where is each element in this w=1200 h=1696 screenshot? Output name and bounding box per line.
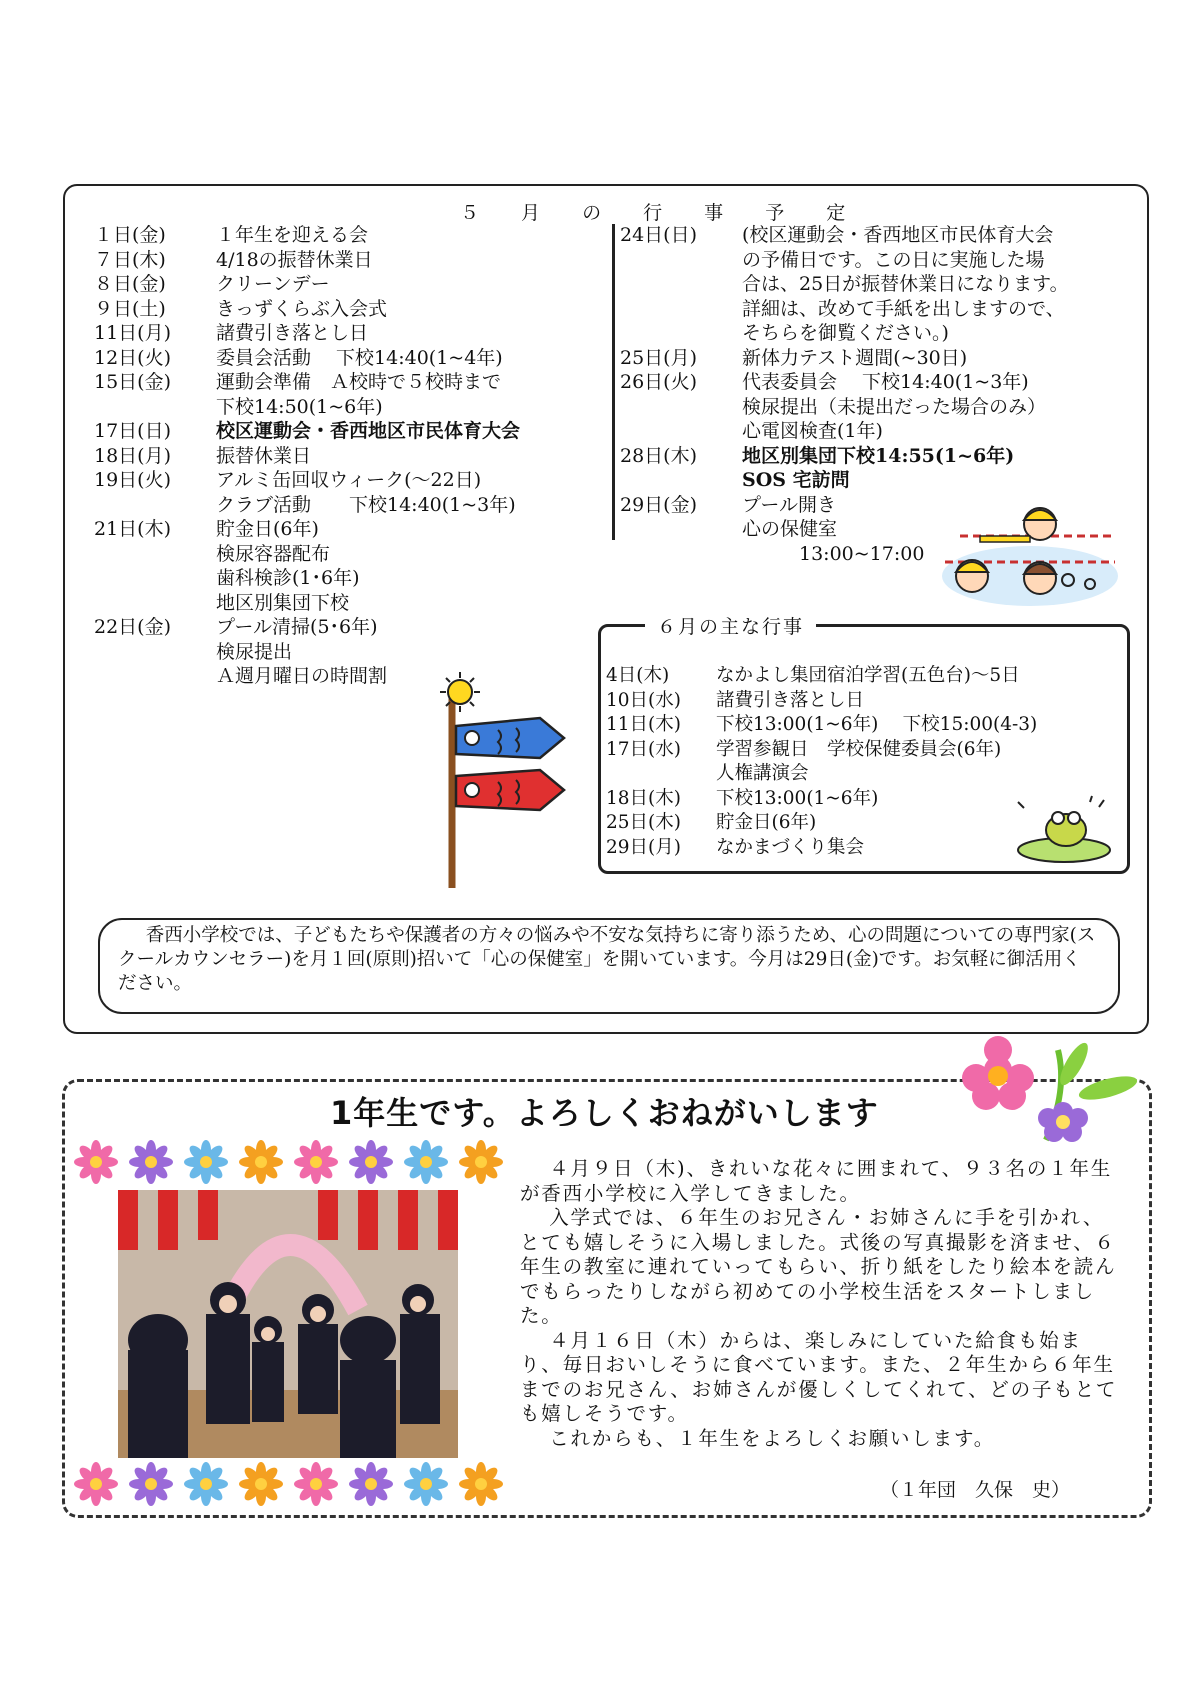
- event-text: 下校14:50(1~6年): [216, 395, 383, 418]
- event-date: 29日(金): [620, 493, 698, 516]
- koinobori-illustration: [428, 664, 588, 894]
- flower-decoration-top-right: [958, 1030, 1158, 1150]
- entrance-ceremony-photo: [118, 1190, 458, 1458]
- event-text: 詳細は、改めて手紙を出しますので、: [742, 297, 1065, 320]
- flower-icon: [349, 1140, 393, 1184]
- event-text: 検尿提出: [216, 640, 293, 663]
- event-text: そちらを御覧ください。): [742, 322, 949, 344]
- flower-icon: [349, 1462, 393, 1506]
- article-signature: （１年団 久保 史）: [880, 1479, 1071, 1501]
- event-date: 11日(木): [606, 714, 681, 735]
- may-schedule-title: ５ 月 の 行 事 予 定: [460, 202, 864, 224]
- event-text: 地区別集団下校: [216, 591, 350, 614]
- event-date: 25日(月): [620, 346, 698, 369]
- schedule-divider: [612, 224, 615, 540]
- flower-icon: [184, 1462, 228, 1506]
- flower-icon: [459, 1140, 503, 1184]
- event-text: 振替休業日: [216, 444, 312, 467]
- event-text: プール清掃(5･6年): [216, 616, 378, 638]
- article-paragraph: ４月１６日（木）からは、楽しみにしていた給食も始まり、毎日おいしそうに食べています。また、２年生から６年生までのお兄さん、お姉さんが優しくしてくれて、どの子もとても嬉しそうです。: [520, 1328, 1118, 1425]
- event-text: (校区運動会・香西地区市民体育大会: [742, 224, 1054, 246]
- event-text: 検尿提出（未提出だった場合のみ）: [742, 395, 1047, 418]
- article-paragraph: 入学式では、６年生のお兄さん・お姉さんに手を引かれ、とても嬉しそうに入場しました。式後の写真撮影を済ませ、６年生の教室に連れていってもらい、折り紙をしたり絵本を読んでもらったりしながら初めての小学校生活をスタートしました。: [520, 1206, 1117, 1327]
- event-text: 心の保健室: [742, 518, 838, 540]
- event-text: 心電図検査(1年): [742, 420, 883, 442]
- event-date: ７日(木): [94, 248, 166, 271]
- article-paragraph: ４月９日（木)、きれいな花々に囲まれて、９３名の１年生が香西小学校に入学してきました。: [520, 1157, 1113, 1205]
- event-date: 12日(火): [94, 346, 172, 369]
- counseling-notice-text: 香西小学校では、子どもたちや保護者の方々の悩みや不安な気持ちに寄り添うため、心の問題についての専門家(スクールカウンセラー)を月１回(原則)招いて「心の保健室」を開いています。今月は29日(金)です。お気軽に御活用ください。: [118, 925, 1096, 994]
- event-date: 19日(火): [94, 469, 172, 491]
- event-text: きっずくらぶ入会式: [216, 297, 388, 320]
- event-text: SOS 宅訪問: [742, 469, 850, 491]
- flower-icon: [129, 1462, 173, 1506]
- event-date: 11日(月): [94, 322, 172, 344]
- flower-icon: [459, 1462, 503, 1506]
- event-text: 委員会活動 下校14:40(1~4年): [216, 346, 503, 369]
- event-date: 17日(日): [94, 420, 172, 442]
- event-text: Ａ週月曜日の時間割: [216, 665, 388, 687]
- event-text: クリーンデー: [216, 273, 330, 295]
- event-text: 検尿容器配布: [216, 542, 331, 565]
- event-date: 29日(月): [606, 836, 681, 858]
- event-text: 新体力テスト週間(~30日): [742, 346, 968, 369]
- event-date: ８日(金): [94, 273, 166, 295]
- event-date: 28日(木): [620, 444, 698, 467]
- article-body: [520, 1157, 1118, 1451]
- event-date: 22日(金): [94, 616, 172, 638]
- event-text: 4/18の振替休業日: [216, 248, 373, 271]
- event-date: 18日(月): [94, 444, 172, 467]
- event-date: 4日(木): [606, 665, 670, 686]
- flower-icon: [294, 1140, 338, 1184]
- event-date: 21日(木): [94, 518, 172, 540]
- flower-icon: [404, 1140, 448, 1184]
- event-text: プール開き: [742, 493, 837, 516]
- event-date: 24日(日): [620, 224, 698, 246]
- event-date: 15日(金): [94, 371, 172, 393]
- event-date: 17日(水): [606, 738, 681, 760]
- event-date: 26日(火): [620, 371, 698, 393]
- event-text: 諸費引き落とし日: [216, 322, 369, 344]
- flower-icon: [239, 1462, 283, 1506]
- flower-icon: [239, 1140, 283, 1184]
- event-date: 25日(木): [606, 812, 681, 833]
- article-title: 1年生です。よろしくおねがいします: [330, 1094, 879, 1132]
- flower-icon: [184, 1140, 228, 1184]
- event-date: 18日(木): [606, 787, 681, 809]
- event-text: 地区別集団下校14:55(1~6年): [742, 444, 1015, 467]
- flower-icon: [74, 1140, 118, 1184]
- event-text: アルミ缶回収ウィーク(～22日): [216, 469, 482, 491]
- event-text: 貯金日(6年): [716, 812, 817, 833]
- event-text: 下校13:00(1~6年) 下校15:00(4-3): [716, 714, 1038, 735]
- event-text: 人権講演会: [716, 763, 809, 784]
- event-date: １日(金): [94, 224, 166, 246]
- event-text: １年生を迎える会: [216, 224, 369, 246]
- event-text: 貯金日(6年): [216, 518, 319, 540]
- event-text: なかよし集団宿泊学習(五色台)～5日: [716, 665, 1020, 686]
- event-text: なかまづくり集会: [716, 836, 865, 858]
- event-text: 13:00~17:00: [742, 542, 925, 565]
- event-text: 合は、25日が振替休業日になります。: [742, 273, 1069, 295]
- swimming-kids-illustration: [940, 496, 1120, 608]
- flower-icon: [404, 1462, 448, 1506]
- flower-icon: [129, 1140, 173, 1184]
- flower-icon: [74, 1462, 118, 1506]
- event-text: 校区運動会・香西地区市民体育大会: [216, 420, 521, 442]
- event-date: ９日(土): [94, 297, 166, 320]
- article-paragraph: これからも、１年生をよろしくお願いします。: [549, 1426, 995, 1450]
- event-text: の予備日です。この日に実施した場: [742, 248, 1045, 271]
- event-text: 歯科検診(1･6年): [216, 567, 360, 589]
- event-text: クラブ活動 下校14:40(1~3年): [216, 493, 516, 516]
- event-text: 代表委員会 下校14:40(1~3年): [742, 371, 1029, 393]
- flower-icon: [294, 1462, 338, 1506]
- event-text: 学習参観日 学校保健委員会(6年): [716, 738, 1002, 760]
- june-events-title: ６月の主な行事: [645, 612, 816, 639]
- event-text: 諸費引き落とし日: [716, 689, 865, 711]
- frog-illustration: [1008, 792, 1118, 864]
- event-text: 下校13:00(1~6年): [716, 787, 879, 809]
- event-date: 10日(水): [606, 689, 681, 711]
- event-text: 運動会準備 Ａ校時で５校時まで: [216, 371, 502, 393]
